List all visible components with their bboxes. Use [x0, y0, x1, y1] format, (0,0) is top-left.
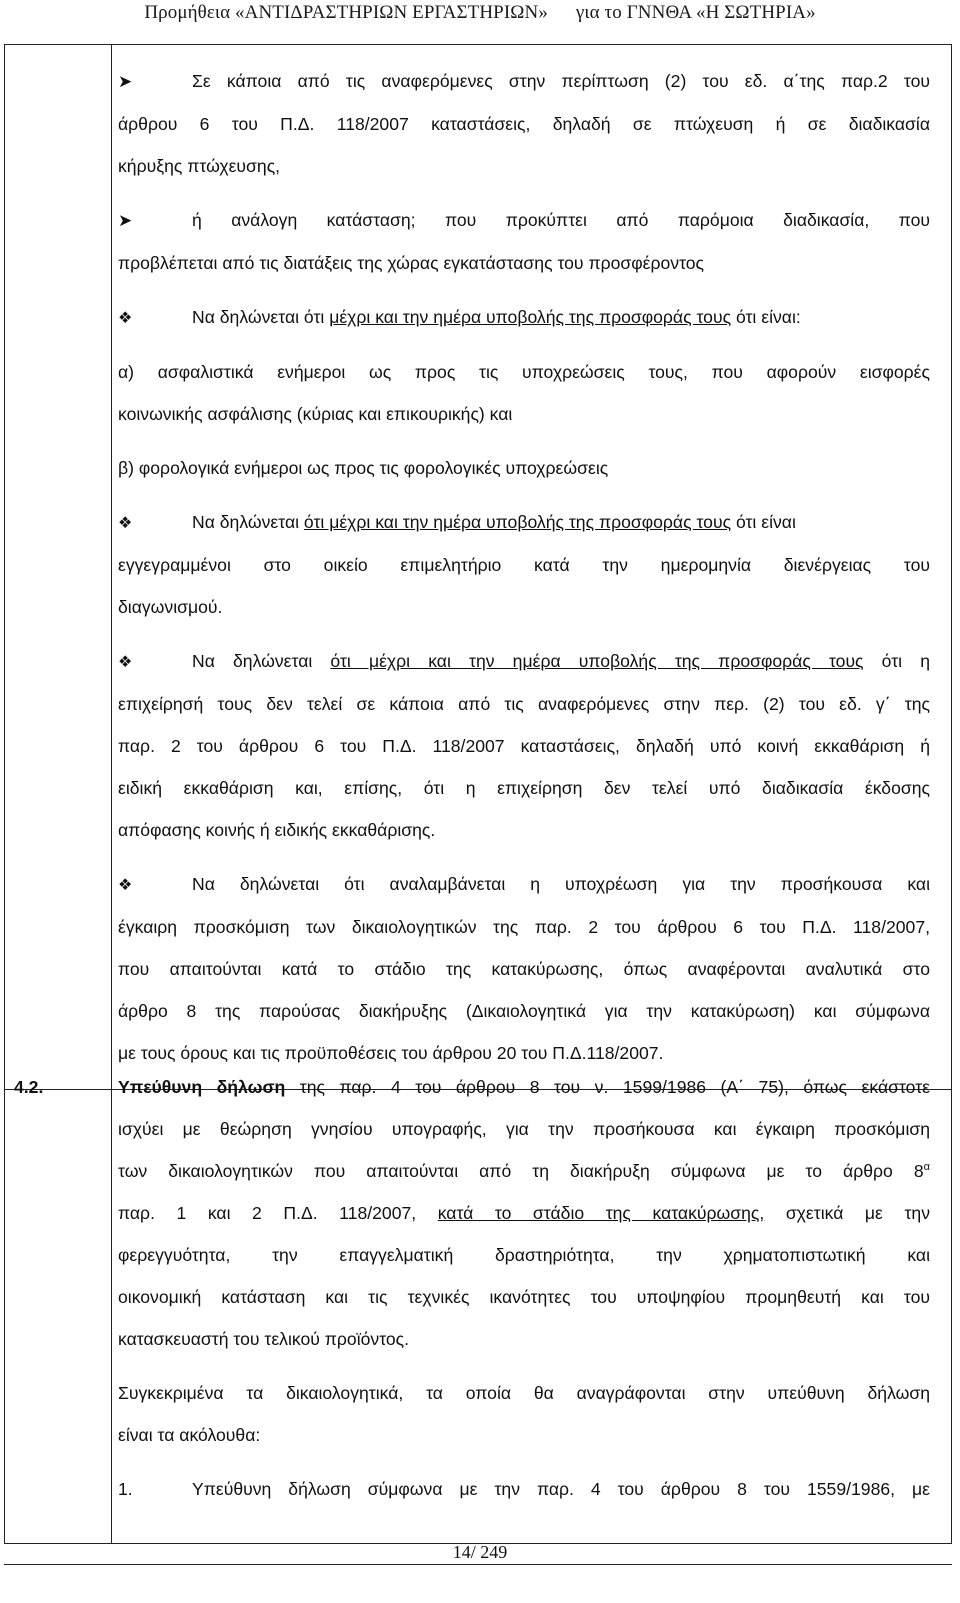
page-number: 14/ 249 [452, 1542, 508, 1562]
page-header [0, 0, 960, 42]
bullet-paragraph-2: ➤ ή ανάλογη κατάσταση; που προκύπτει από παρόμοια διαδικασία, που [118, 210, 930, 231]
section-number: 4.2. [14, 1077, 44, 1097]
column-divider [111, 45, 112, 1543]
declaration-2: ❖ Να δηλώνεται ότι μέχρι και την ημέρα υποβολής της προσφοράς τους ότι είναι [118, 512, 796, 532]
diamond-bullet-icon: ❖ [118, 875, 132, 894]
section-title: Υπεύθυνη δήλωση [118, 1077, 286, 1097]
arrow-bullet-icon: ➤ [118, 72, 133, 92]
header-title-right: για το ΓΝΝΘΑ «Η ΣΩΤΗΡΙΑ» [575, 2, 816, 23]
diamond-bullet-icon: ❖ [118, 513, 132, 532]
section-heading-line: Υπεύθυνη δήλωση της παρ. 4 του άρθρου 8 του ν. 1599/1986 (Α΄ 75), όπως εκάστοτε [118, 1077, 930, 1097]
numbered-item-1: 1. Υπεύθυνη δήλωση σύμφωνα με την παρ. 4 του άρθρου 8 του 1559/1986, με [118, 1479, 930, 1499]
declaration-1: ❖ Να δηλώνεται ότι μέχρι και την ημέρα υποβολής της προσφοράς τους ότι είναι: [118, 307, 801, 327]
diamond-bullet-icon: ❖ [118, 652, 132, 671]
header-title-left: Προμήθεια «ΑΝΤΙΔΡΑΣΤΗΡΙΩΝ ΕΡΓΑΣΤΗΡΙΩΝ» [144, 2, 548, 23]
arrow-bullet-icon: ➤ [118, 211, 133, 231]
declaration-4: ❖ Να δηλώνεται ότι αναλαμβάνεται η υποχρέωση για την προσήκουσα και [118, 874, 930, 894]
item-b: β) φορολογικά ενήμεροι ως προς τις φορολογικές υποχρεώσεις [118, 458, 609, 478]
section-4-2-content: Υπεύθυνη δήλωση της παρ. 4 του άρθρου 8 του ν. 1599/1986 (Α΄ 75), όπως εκάστοτε ισχύει με θεώρηση γνησίου υπογραφής, για την προσήκουσα και έγκαιρη προσκόμιση των δικαιολογητικών που απαιτούνται από τη διακήρυξη σύμφωνα με το άρθρο $8^\alpha$ παρ. 1 και 2 Π.Δ. 118/2007, κατά το στάδιο της κατακύρωσης, σχετικά με την φερεγγυότητα, την επαγγελματική δραστηριότητα, την χρηματοπιστωτική και οικονομική κατάσταση και τις τεχνικές ικανότητες του υποψηφίου προμηθευτή και του κατασκευαστή του τελικού προϊόντος. Συγκεκριμένα τα δικαιολογητικά, τα οποία θα αναγράφονται στην υπεύθυνη δήλωση είναι τα ακόλουθα: 1. Υπεύθυνη δήλωση σύμφωνα με την παρ. 4 του άρθρου 8 του 1559/1986, με [118, 1066, 930, 1510]
declaration-3: ❖ Να δηλώνεται ότι μέχρι και την ημέρα υποβολής της προσφοράς τους ότι η [118, 651, 930, 671]
bullet-paragraph-1: ➤ Σε κάποια από τις αναφερόμενες στην περίπτωση (2) του εδ. α΄της παρ.2 του [118, 71, 930, 92]
upper-cell-content: ➤ Σε κάποια από τις αναφερόμενες στην περίπτωση (2) του εδ. α΄της παρ.2 του άρθρου 6 του Π.Δ. 118/2007 καταστάσεις, δηλαδή σε πτώχευση ή σε διαδικασία κήρυξης πτώχευσης, ➤ ή ανάλογη κατάσταση; που προκύπτει από παρόμοια διαδικασία, που προβλέπεται από τις διατάξεις της χώρας εγκατάστασης του προσφέροντος ❖ Να δηλώνεται ότι μέχρι και την ημέρα υποβολής της προσφοράς τους ότι είναι: α) ασφαλιστικά ενήμεροι ως προς τις υποχρεώσεις τους, που αφορούν εισφορές κοινωνικής ασφάλισης (κύριας και επικουρικής) και β) φορολογικά ενήμεροι ως προς τις φορολογικές υποχρεώσεις ❖ Να δηλώνεται ότι μέχρι και την ημέρα υποβολής της προσφοράς τους ότι είναι εγγεγραμμένοι στο οικείο επιμελητήριο κατά την ημερομηνία διενέργειας του διαγωνισμού. ❖ Να δηλώνεται ότι μέχρι και την ημέρα υποβολής της προσφοράς τους ότι η επιχείρησή τους δεν τελεί σε κάποια από τις αναφερόμενες στην περ. (2) του εδ. γ΄ της παρ. 2 του άρθρου 6 του Π.Δ. 118/2007 καταστάσεις, δηλαδή υπό κοινή εκκαθάριση ή ειδική εκκαθάριση και, επίσης, ότι η επιχείρηση δεν τελεί υπό διαδικασία έκδοσης απόφασης κοινής ή ειδικής εκκαθάρισης. ❖ Να δηλώνεται ότι αναλαμβάνεται η υποχρέωση για την προσήκουσα και έγκαιρη προσκόμιση των δικαιολογητικών της παρ. 2 του άρθρου 6 του Π.Δ. 118/2007, που απαιτούνται κατά το στάδιο της κατακύρωσης, όπως αναφέρονται αναλυτικά στο άρθρο 8 της παρούσας διακήρυξης (Δικαιολογητικά για την κατακύρωση) και σύμφωνα με τους όρους και τις προϋποθέσεις του άρθρου 20 του Π.Δ.118/2007. [118, 60, 930, 1074]
footer-rule [4, 1564, 952, 1565]
section-paragraph-2: Συγκεκριμένα τα δικαιολογητικά, τα οποία θα αναγράφονται στην υπεύθυνη δήλωση [118, 1383, 930, 1403]
diamond-bullet-icon: ❖ [118, 308, 132, 327]
item-a: α) ασφαλιστικά ενήμεροι ως προς τις υποχρεώσεις τους, που αφορούν εισφορές [118, 362, 930, 382]
